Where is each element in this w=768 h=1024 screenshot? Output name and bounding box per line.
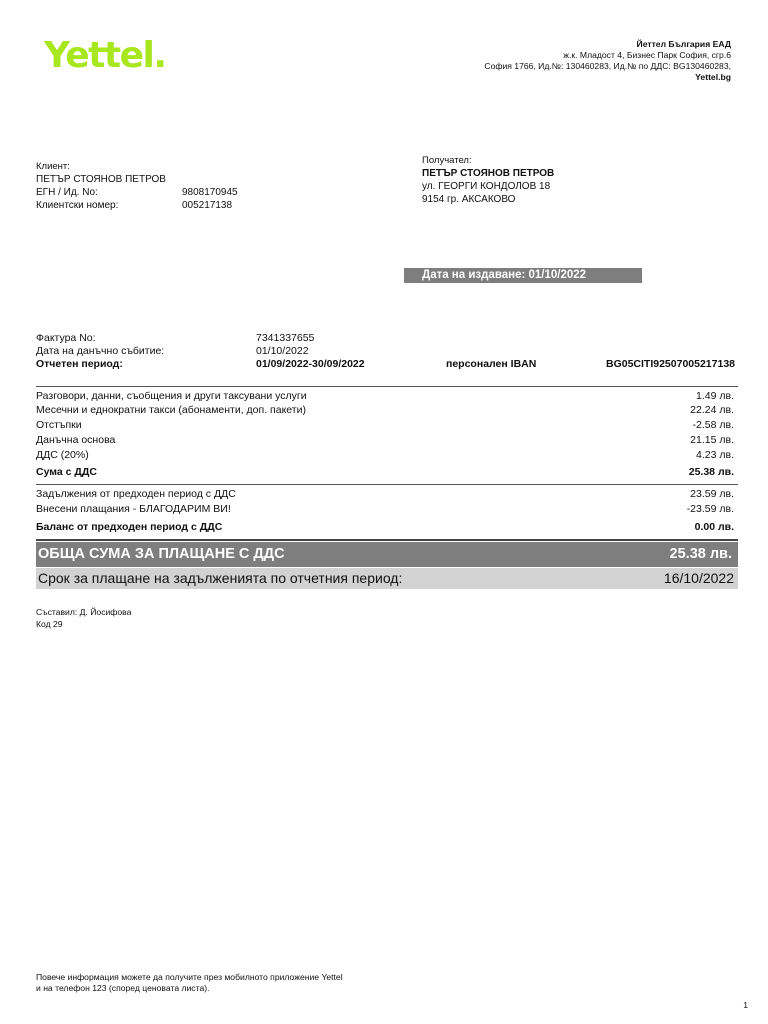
- client-number-row: [36, 199, 296, 212]
- charge-label: Данъчна основа: [36, 434, 116, 446]
- footer-line-2: и на телефон 123 (според ценовата листа).: [36, 983, 210, 993]
- charge-row: [36, 434, 736, 447]
- client-block: [36, 160, 296, 212]
- company-ids: София 1766, Ид.№: 130460283, Ид.№ по ДДС: BG130460283,: [484, 61, 731, 71]
- client-egn-row: [36, 186, 296, 199]
- charge-value: 4.23 лв.: [696, 449, 734, 461]
- sum-with-vat-label: Сума с ДДС: [36, 466, 97, 478]
- period-row: [36, 358, 738, 371]
- period-label: Отчетен период:: [36, 358, 123, 370]
- balance-row: [36, 521, 736, 534]
- recipient-name: ПЕТЪР СТОЯНОВ ПЕТРОВ: [422, 168, 555, 179]
- charge-value: 1.49 лв.: [696, 390, 734, 402]
- due-label: Срок за плащане на задълженията по отчетния период:: [38, 570, 403, 586]
- footer-line-1: Повече информация можете да получите през мобилното приложение Yettel: [36, 972, 343, 982]
- previous-row: [36, 503, 736, 516]
- tax-event-label: Дата на данъчно събитие:: [36, 345, 165, 357]
- invoice-meta: [36, 332, 738, 371]
- previous-value: 23.59 лв.: [690, 488, 734, 500]
- previous-value: -23.59 лв.: [686, 503, 734, 515]
- total-bar: [36, 542, 738, 567]
- footer-note: [36, 972, 343, 994]
- charge-row: [36, 390, 736, 403]
- sum-with-vat-value: 25.38 лв.: [688, 466, 734, 478]
- invoice-number-row: [36, 332, 738, 345]
- recipient-city: 9154 гр. АКСАКОВО: [422, 194, 516, 205]
- charge-label: Отстъпки: [36, 419, 82, 431]
- charge-value: -2.58 лв.: [692, 419, 734, 431]
- charge-row: [36, 449, 736, 462]
- company-address: ж.к. Младост 4, Бизнес Парк София, сгр.6: [563, 50, 731, 60]
- divider: [36, 484, 738, 485]
- balance-label: Баланс от предходен период с ДДС: [36, 521, 223, 533]
- charge-value: 21.15 лв.: [690, 434, 734, 446]
- divider: [36, 386, 738, 387]
- invoice-number-label: Фактура No:: [36, 332, 96, 344]
- compiled-by: Съставил: Д. Йосифова: [36, 607, 132, 617]
- charge-row: [36, 404, 736, 417]
- code-label: Код 29: [36, 619, 63, 629]
- charge-row: [36, 419, 736, 432]
- previous-row: [36, 488, 736, 501]
- charge-label: ДДС (20%): [36, 449, 89, 461]
- client-number-value: 005217138: [182, 200, 233, 211]
- company-name: Йеттел България ЕАД: [636, 39, 731, 49]
- charge-label: Месечни и еднократни такси (абонаменти, доп. пакети): [36, 404, 306, 416]
- due-value: 16/10/2022: [663, 570, 734, 586]
- recipient-block: [422, 154, 662, 206]
- client-name: ПЕТЪР СТОЯНОВ ПЕТРОВ: [36, 174, 166, 185]
- invoice-number-value: 7341337655: [256, 332, 315, 344]
- total-label: ОБЩА СУМА ЗА ПЛАЩАНЕ С ДДС: [38, 546, 285, 562]
- company-website: Yettel.bg: [695, 72, 731, 82]
- divider: [36, 539, 738, 541]
- recipient-street: ул. ГЕОРГИ КОНДОЛОВ 18: [422, 181, 551, 192]
- client-number-label: Клиентски номер:: [36, 200, 119, 211]
- iban-label: персонален IBAN: [446, 358, 537, 370]
- page-number: 1: [743, 1000, 748, 1010]
- company-info: [484, 39, 731, 83]
- previous-label: Задължения от предходен период с ДДС: [36, 488, 236, 500]
- compiled-block: [36, 606, 131, 630]
- charge-label: Разговори, данни, съобщения и други таксувани услуги: [36, 390, 307, 402]
- iban-value: BG05CITI92507005217138: [605, 358, 735, 370]
- period-value: 01/09/2022-30/09/2022: [256, 358, 365, 370]
- previous-label: Внесени плащания - БЛАГОДАРИМ ВИ!: [36, 503, 231, 515]
- recipient-heading: Получател:: [422, 155, 472, 166]
- charge-value: 22.24 лв.: [690, 404, 734, 416]
- tax-event-row: [36, 345, 738, 358]
- balance-value: 0.00 лв.: [694, 521, 734, 533]
- client-heading: Клиент:: [36, 161, 70, 172]
- yettel-logo: Yettel.: [44, 35, 166, 76]
- total-value: 25.38 лв.: [669, 546, 732, 562]
- due-date-bar: [36, 568, 738, 589]
- client-egn-label: ЕГН / Ид. No:: [36, 187, 98, 198]
- client-egn-value: 9808170945: [182, 187, 238, 198]
- sum-with-vat-row: [36, 466, 736, 479]
- tax-event-value: 01/10/2022: [256, 345, 309, 357]
- issue-date-bar: Дата на издаване: 01/10/2022: [404, 268, 642, 283]
